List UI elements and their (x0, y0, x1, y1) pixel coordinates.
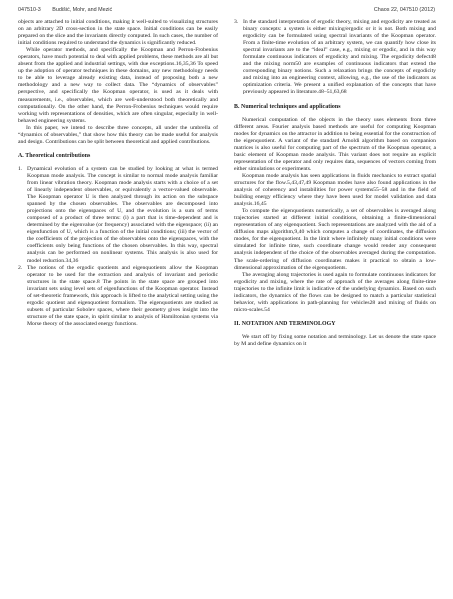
right-column (234, 19, 436, 348)
left-column (18, 19, 218, 328)
item-text: In the standard interpretation of ergodic theory, mixing and ergodicity are treated as binary concepts: a system is either mixing/ergodic or it is not. Both mixing and ergodicity can be formulated using spectral invariants of the Koopman operator. From a finite-time evolution of an arbitrary system, we can quantify how close its spectral invariants are to the “ideal” case, e.g., mixing or ergodic, and in this way formulate continuous indicators of ergodicity and mixing. The ergodicity defect48 and the mixing norm50 are examples of continuous indicators that extend the corresponding binary notions. Such a relaxation brings the concepts of ergodicity and mixing into an engineering context, allowing, e.g., the use of the indicators as optimization criteria. We present a unified explanation of the concepts that have previously appeared in literature.48–51,63,68 (243, 19, 436, 96)
running-header (18, 7, 435, 17)
left-paragraph-3: In this paper, we intend to describe three concepts, all under the umbrella of “dynamics of observables,” that show how this theory can be made useful for analysis and design. Contributions can be split between theoretical and applied contributions. (18, 124, 218, 145)
left-paragraph-2: While operator methods, and specifically the Koopman and Perron-Frobenius operators, have much potential to deal with applied problems, these methods are all but absent from the applied and industrial settings, with due exceptions.16,35,36 To speed up the adoption of operator techniques in these domains, any new methodology needs to be able to leverage already existing data, instead of proposing both a new methodology and a new way to collect data. The “dynamics of observables” perspective, and specifically the Koopman operator, is used as it deals with measurements, i.e., observables, which are well-understood both theoretically and computationally. On the other hand, the Perron-Frobenius techniques would require working with representations of densities, which are often singular, especially in well-behaved engineering systems. (18, 47, 218, 124)
right-paragraph-2: Koopman mode analysis has seen applications in fluids mechanics to extract spatial structures for the flow.5,43,47,49 Koopman modes have also found applications in the analysis of coherency and instabilities for power systems55–58 and in the field of building energy efficiency where they have been used for model validation and data analysis.16,45 (234, 172, 436, 208)
section-heading-numerical: B. Numerical techniques and applications (234, 103, 341, 110)
section-heading-theoretical: A. Theoretical contributions (18, 152, 91, 159)
left-paragraph-1: objects are attached to initial conditions, making it well-suited to visualizing structures on an arbitrary 2D cross-section in the state space. Initial conditions can be easily prepared on the slice and the invariants directly computed. In such cases, the number of initial conditions required to understand the dynamics is significantly reduced. (18, 19, 218, 47)
journal-citation: Chaos 22, 047510 (2012) (373, 7, 435, 13)
item-number: 2. (18, 264, 23, 271)
header-left (18, 7, 122, 13)
right-paragraph-1: Numerical computation of the objects in the theory uses elements from three different areas. Fourier analysis based methods are useful for computing Koopman modes for dynamics on the attractor in addition to being essential for the construction of the eigenquotient. A variant of the standard Arnoldi algorithm based on companion matrices is also useful for computing part of the spectrum of the Koopman operator, a basic element of Koopman mode analysis. This variant does not require an explicit representation of the operator and only requires data, sequences of vectors coming from either simulations or experiments. (234, 116, 436, 172)
item-text: Dynamical evolution of a system can be studied by looking at what is termed Koopman mode analysis. The concept is similar to normal mode analysis familiar from linear vibration theory. Koopman mode analysis starts with a choice of a set of linearly independent observables, or equivalently a vector-valued observable. The Koopman operator U is then analyzed through its action on the subspace spanned by the chosen observables. The observables are decomposed into projections onto the eigenspaces of U, and the evolution is a sum of terms composed of a product of three terms: (i) a part that is time-dependent and is determined by the eigenvalue (or frequency) associated with the eigenspace; (ii) an eigenfunction of U, which is a function of the initial conditions; (iii) the vector of the coefficients of the projection of the observables onto the eigenspaces, with the coefficients only being functions of the chosen observables. In this way, spectral analysis can be performed on nonlinear systems. This analysis is also used for model reduction.34,36 (27, 165, 218, 264)
contribution-list-continued (234, 19, 436, 97)
page-id: 047510-3 (18, 7, 41, 13)
right-paragraph-3: To compute the eigenquotients numerically, a set of observables is averaged along trajectories started at different initial conditions, obtaining a finite-dimensional representation of any eigenquotient. Such representations are analyzed with the aid of a diffusion maps algorithm,9,40 which computes a change of coordinates, the diffusion modes, for the eigenquotient. In the limit where infinitely many initial conditions were simulated for infinite time, such coordinate change would render any consequent analysis independent of the choice of the observables averaged during the computation. The scale-ordering of diffusion coordinates makes it practical to obtain a low-dimensional approximation of the eigenquotients. (234, 208, 436, 271)
right-paragraph-5: We start off by fixing some notation and terminology. Let us denote the state space by M and define dynamics on it (234, 333, 436, 347)
section-heading-notation: II. NOTATION AND TERMINOLOGY (234, 320, 336, 327)
item-number: 1. (18, 165, 23, 172)
list-item (18, 265, 218, 328)
item-number: 3. (234, 19, 239, 25)
right-paragraph-4: The averaging along trajectories is used again to formulate continuous indicators for ergodicity and mixing, where the rate of approach of the averages along finite-time trajectories to the infinite limit is indicative of the underlying dynamics. Based on such indicators, the dynamics of the flows can be designed to match a particular statistical behavior, with applications in path-planning for vehicles28 and mixing of fluids on micro-scales.54 (234, 271, 436, 313)
list-item (18, 166, 218, 265)
author-line: Budišić, Mohr, and Mezić (52, 7, 113, 13)
contribution-list (18, 166, 218, 328)
list-item (234, 19, 436, 97)
item-text: The notions of the ergodic quotients and eigenquotients allow the Koopman operator to be used for the extraction and analysis of invariant and periodic structures in the state space.8 The points in the state space are grouped into invariant sets using level sets of eigenfunctions of the Koopman operator. Instead of set-theoretic framework, this approach is lifted to the analytical setting using the ergodic quotient and eigenquotient formalism. The eigenquotients are studied as subsets of particular Sobolev spaces, where their geometry gives insight into the structure of the state space, in spirit similar to analysis of Hamiltonian systems via Morse theory of the associated energy functions. (27, 264, 218, 327)
